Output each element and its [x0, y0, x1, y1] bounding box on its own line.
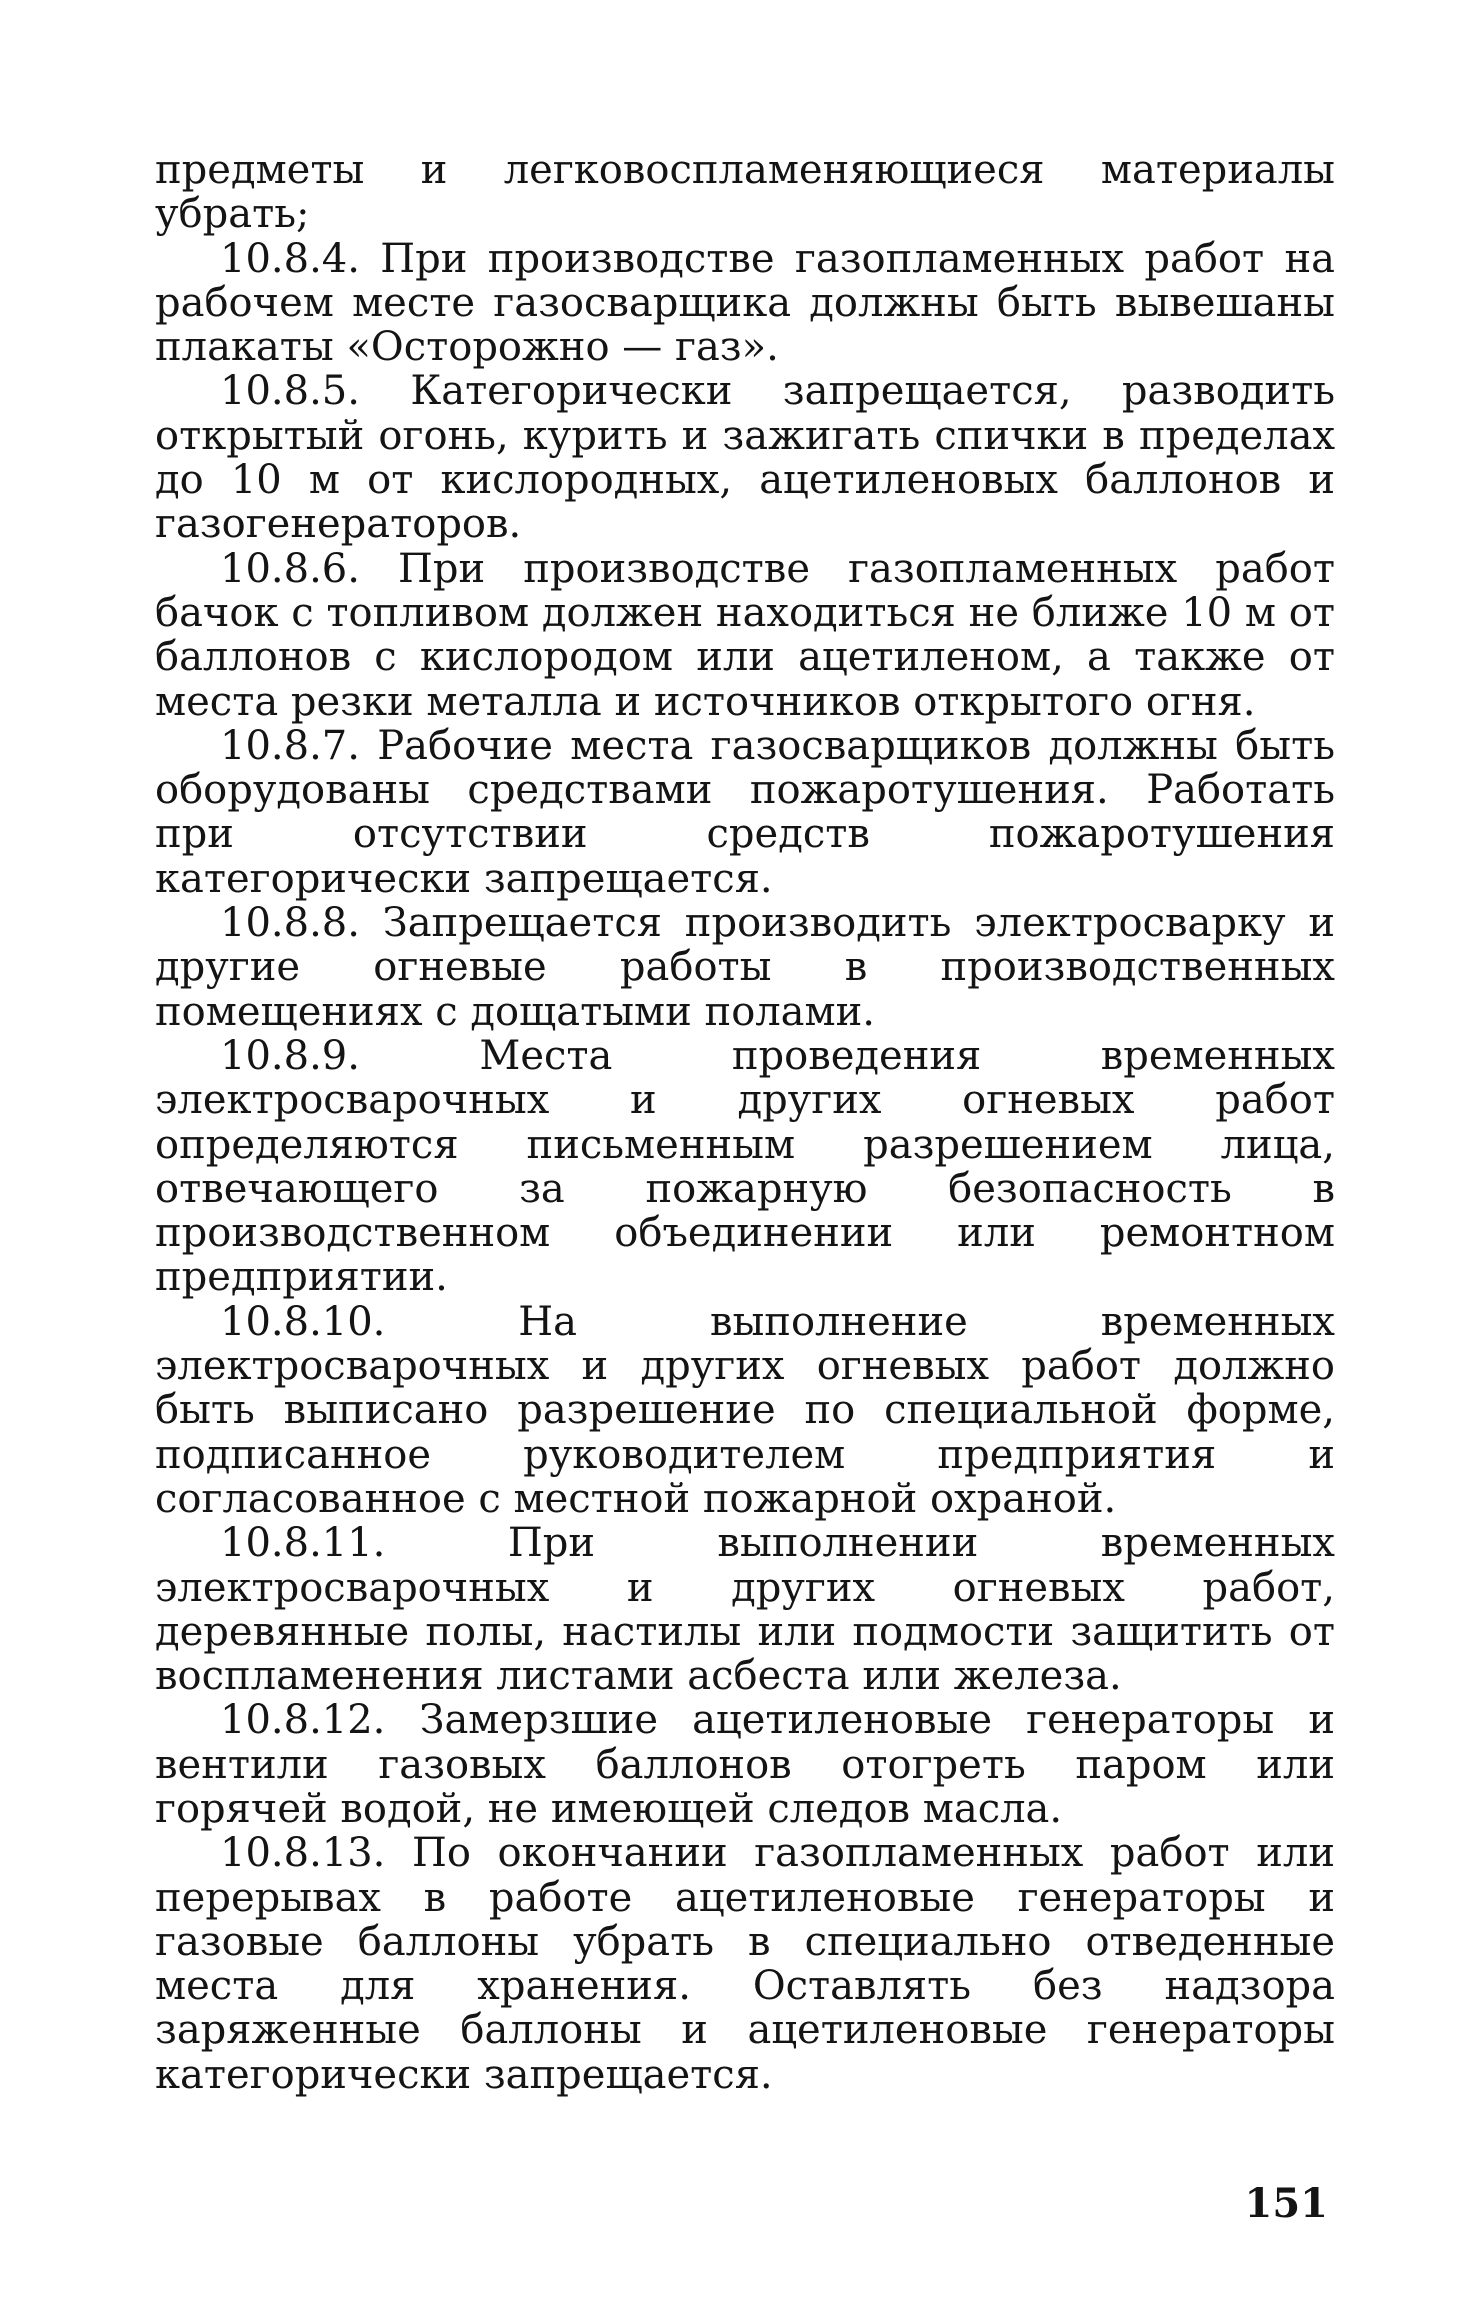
paragraph-10-8-10: 10.8.10. На выполнение временных электросварочных и других огневых работ должно быть выписано разрешение по специальной форме, подписанное руководителем предприятия и согласованное с местной пожарной охраной.: [155, 1298, 1335, 1522]
paragraph-10-8-8: 10.8.8. Запрещается производить электросварку и другие огневые работы в производственных помещениях с дощатыми полами.: [155, 900, 1335, 1035]
paragraph-10-8-4: 10.8.4. При производстве газопламенных работ на рабочем месте газосварщика должны быть вывешаны плакаты «Осторожно — газ».: [155, 235, 1335, 371]
paragraph-10-8-9: 10.8.9. Места проведения временных электросварочных и других огневых работ определяются письменным разрешением лица, отвечающего за пожарную безопасность в производственном объединении или ремонтном предприятии.: [155, 1032, 1335, 1301]
text-body: [155, 148, 1335, 2097]
paragraph-10-8-7: 10.8.7. Рабочие места газосварщиков должны быть оборудованы средствами пожаротушения. Работать при отсутствии средств пожаротушения категорически запрещается.: [155, 722, 1335, 902]
paragraph-10-8-6: 10.8.6. При производстве газопламенных работ бачок с топливом должен находиться не ближе 10 м от баллонов с кислородом или ацетиленом, а также от места резки металла и источников открытого огня.: [155, 545, 1335, 725]
paragraph-10-8-13: 10.8.13. По окончании газопламенных работ или перерывах в работе ацетиленовые генераторы и газовые баллоны убрать в специально отведенные места для хранения. Оставлять без надзора заряженные баллоны и ацетиленовые генераторы категорически запрещается.: [155, 1830, 1335, 2098]
paragraph-10-8-11: 10.8.11. При выполнении временных электросварочных и других огневых работ, деревянные полы, настилы или подмости защитить от воспламенения листами асбеста или железа.: [155, 1520, 1335, 1700]
paragraph-10-8-5: 10.8.5. Категорически запрещается, разводить открытый огонь, курить и зажигать спички в пределах до 10 м от кислородных, ацетиленовых баллонов и газогенераторов.: [155, 368, 1335, 548]
page-number: 151: [1244, 2180, 1328, 2227]
paragraph-10-8-12: 10.8.12. Замерзшие ацетиленовые генераторы и вентили газовых баллонов отогреть паром или горячей водой, не имеющей следов масла.: [155, 1697, 1335, 1832]
paragraph-continuation: предметы и легковоспламеняющиеся материалы убрать;: [155, 147, 1335, 238]
